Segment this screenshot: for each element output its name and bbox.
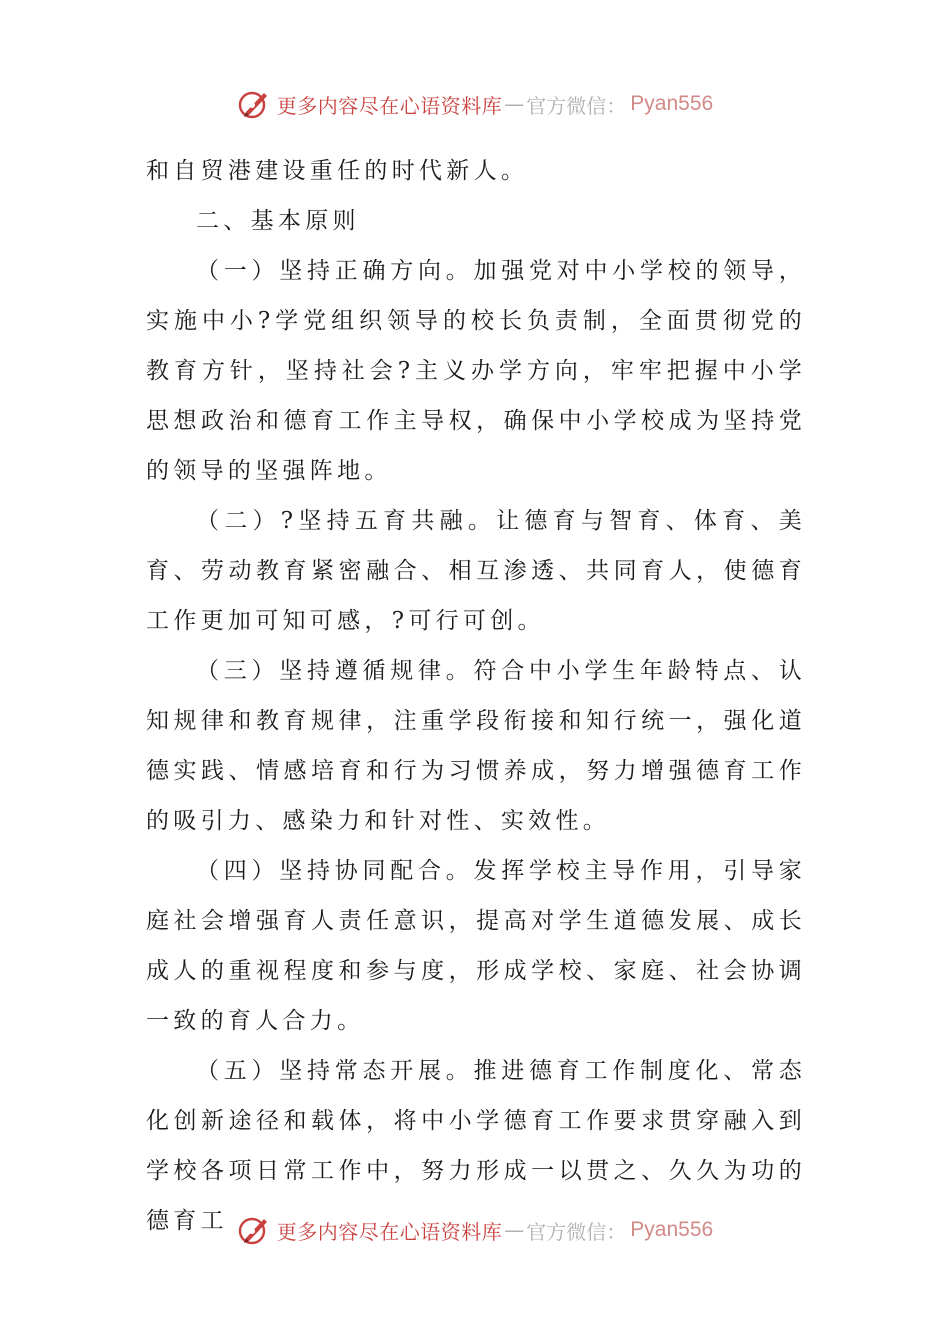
banner-slogan: 更多内容尽在心语资料库 — [276, 93, 503, 118]
header-banner — [0, 82, 950, 126]
section-heading: 二、基本原则 — [196, 208, 360, 234]
banner-wechat-id: Pyan556 — [630, 1218, 714, 1241]
document-body — [146, 146, 806, 1246]
banner-wechat-label: 官方微信： — [526, 1219, 627, 1244]
paragraph-principle-3: （三）坚持遵循规律。符合中小学生年龄特点、认知规律和教育规律，注重学段衔接和知行统一，强化道德实践、情感培育和行为习惯养成，努力增强德育工作的吸引力、感染力和针对性、实效性。 — [146, 658, 806, 834]
paragraph-principle-2: （二）?坚持五育共融。让德育与智育、体育、美育、劳动教育紧密融合、相互渗透、共同育人，使德育工作更加可知可感，?可行可创。 — [146, 508, 806, 634]
banner-wechat-id: Pyan556 — [630, 92, 714, 115]
banner-separator: — — [504, 92, 525, 116]
paragraph-principle-4: （四）坚持协同配合。发挥学校主导作用，引导家庭社会增强育人责任意识，提高对学生道德发展、成长成人的重视程度和参与度，形成学校、家庭、社会协调一致的育人合力。 — [146, 858, 806, 1034]
pen-nib-logo-icon — [237, 87, 271, 121]
footer-banner — [0, 1208, 950, 1252]
paragraph-principle-5: （五）坚持常态开展。推进德育工作制度化、常态化创新途径和载体，将中小学德育工作要求贯穿融入到学校各项日常工作中，努力形成一以贯之、久久为功的德育工 — [146, 1058, 806, 1234]
banner-wechat-label: 官方微信： — [526, 93, 627, 118]
banner-separator: — — [504, 1218, 525, 1242]
pen-nib-logo-icon — [237, 1213, 271, 1247]
paragraph-principle-1: （一）坚持正确方向。加强党对中小学校的领导，实施中小?学党组织领导的校长负责制，全面贯彻党的教育方针，坚持社会?主义办学方向，牢牢把握中小学思想政治和德育工作主导权，确保中小学校成为坚持党的领导的坚强阵地。 — [146, 258, 806, 484]
paragraph-continuation: 和自贸港建设重任的时代新人。 — [146, 158, 529, 184]
banner-slogan: 更多内容尽在心语资料库 — [276, 1219, 503, 1244]
